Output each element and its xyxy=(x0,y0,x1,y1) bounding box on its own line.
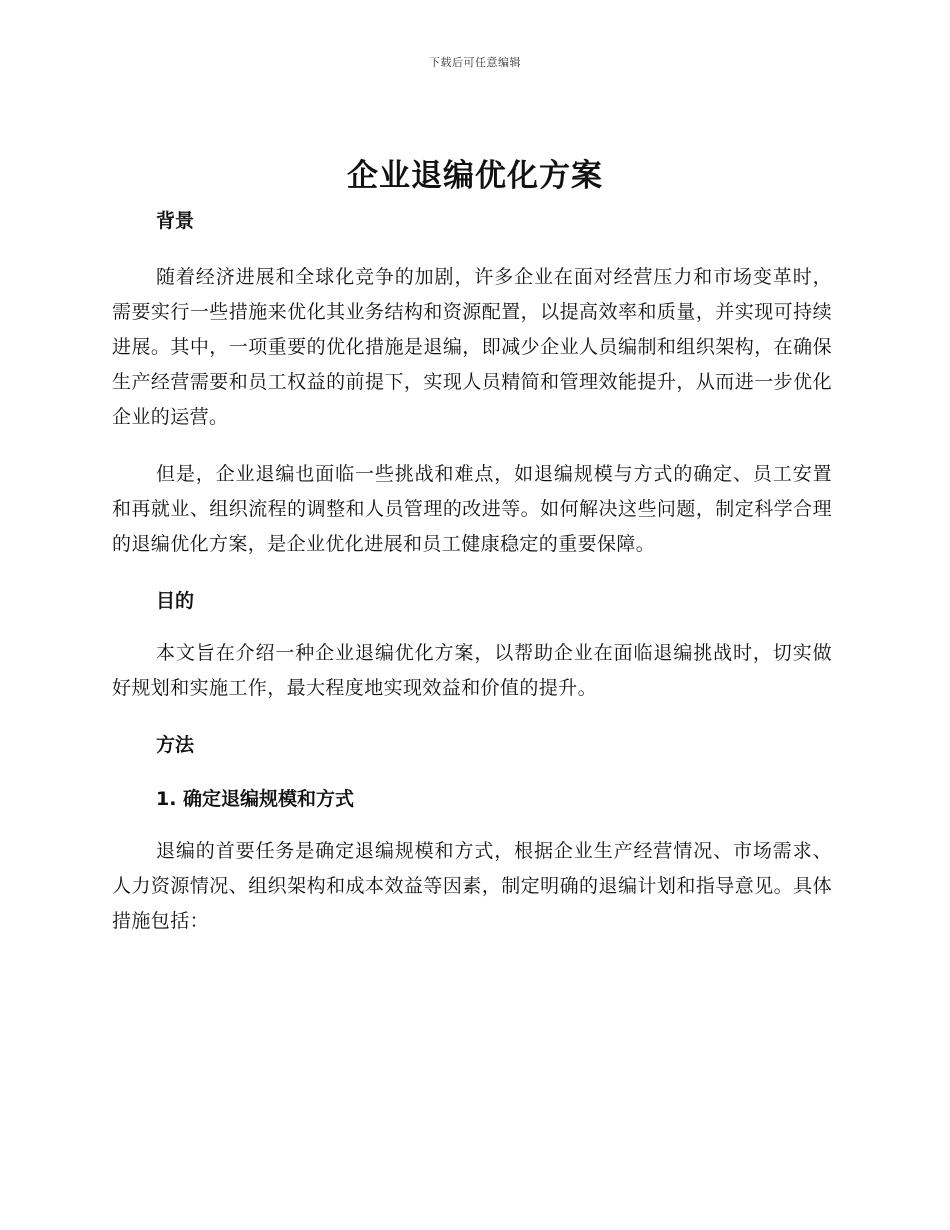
section-heading-purpose: 目的 xyxy=(156,590,195,612)
section-heading-method: 方法 xyxy=(156,734,195,756)
header-note: 下载后可任意编辑 xyxy=(429,56,521,69)
section-heading-background: 背景 xyxy=(156,210,195,232)
subheading-step-1: 1. 确定退编规模和方式 xyxy=(156,788,355,810)
document-body xyxy=(112,204,832,939)
paragraph-purpose: 本文旨在介绍一种企业退编优化方案，以帮助企业在面临退编挑战时，切实做好规划和实施工作，最大程度地实现效益和价值的提升。 xyxy=(112,642,832,699)
document-title: 企业退编优化方案 xyxy=(347,158,603,194)
paragraph-background-1: 随着经济进展和全球化竞争的加剧，许多企业在面对经营压力和市场变革时，需要实行一些措施来优化其业务结构和资源配置，以提高效率和质量，并实现可持续进展。其中，一项重要的优化措施是退编，即减少企业人员编制和组织架构，在确保生产经营需要和员工权益的前提下，实现人员精简和管理效能提升，从而进一步优化企业的运营。 xyxy=(112,266,832,428)
paragraph-step-1: 退编的首要任务是确定退编规模和方式，根据企业生产经营情况、市场需求、人力资源情况、组织架构和成本效益等因素，制定明确的退编计划和指导意见。具体措施包括： xyxy=(112,840,832,932)
paragraph-background-2: 但是，企业退编也面临一些挑战和难点，如退编规模与方式的确定、员工安置和再就业、组织流程的调整和人员管理的改进等。如何解决这些问题，制定科学合理的退编优化方案，是企业优化进展和员工健康稳定的重要保障。 xyxy=(112,463,832,555)
